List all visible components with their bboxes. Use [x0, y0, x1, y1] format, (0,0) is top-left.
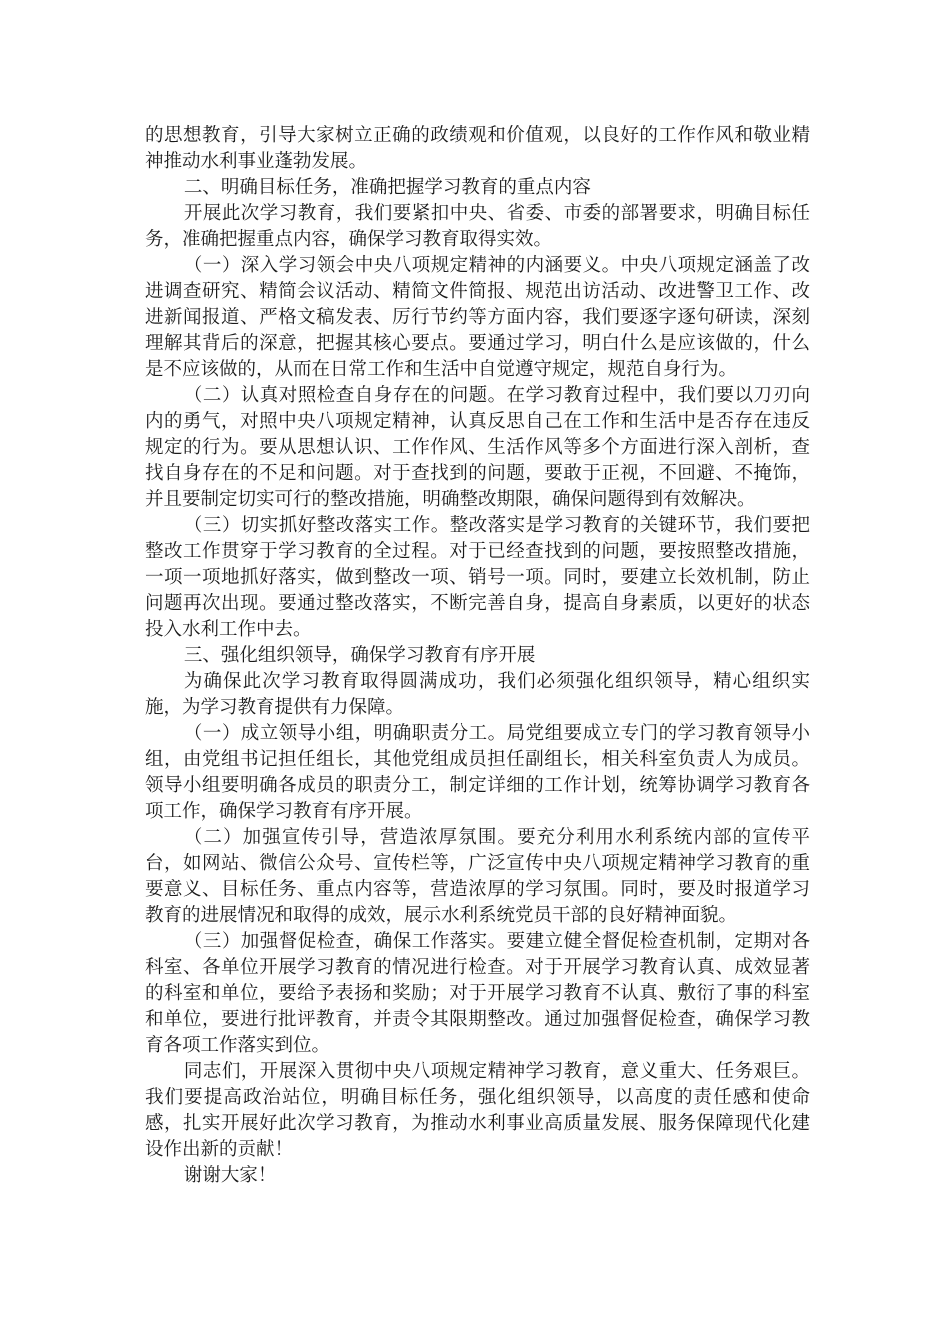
- section-heading-2: 二、明确目标任务，准确把握学习教育的重点内容: [183, 177, 591, 198]
- paragraph-section-2-item-2: （二）认真对照检查自身存在的问题。在学习教育过程中，我们要以刀刃向内的勇气，对照中央八项规定精神，认真反思自己在工作和生活中是否存在违反规定的行为。要从思想认识、工作作风、生活作风等多个方面进行深入剖析，查找自身存在的不足和问题。对于查找到的问题，要敢于正视，不回避、不掩饰，并且要制定切实可行的整改措施，明确整改期限，确保问题得到有效解决。: [145, 385, 810, 510]
- paragraph-continuation: 的思想教育，引导大家树立正确的政绩观和价值观，以良好的工作作风和敬业精神推动水利事业蓬勃发展。: [145, 125, 810, 172]
- paragraph-thanks: 谢谢大家！: [183, 1165, 277, 1186]
- paragraph-closing: 同志们，开展深入贯彻中央八项规定精神学习教育，意义重大、任务艰巨。我们要提高政治站位，明确目标任务，强化组织领导，以高度的责任感和使命感，扎实开展好此次学习教育，为推动水利事业高质量发展、服务保障现代化建设作出新的贡献！: [145, 1061, 810, 1160]
- paragraph-section-2-intro: 开展此次学习教育，我们要紧扣中央、省委、市委的部署要求，明确目标任务，准确把握重点内容，确保学习教育取得实效。: [145, 203, 810, 250]
- paragraph-section-3-item-3: （三）加强督促检查，确保工作落实。要建立健全督促检查机制，定期对各科室、各单位开展学习教育的情况进行检查。对于开展学习教育认真、成效显著的科室和单位，要给予表扬和奖励；对于开展学习教育不认真、敷衍了事的科室和单位，要进行批评教育，并责令其限期整改。通过加强督促检查，确保学习教育各项工作落实到位。: [145, 931, 810, 1056]
- paragraph-section-3-item-1: （一）成立领导小组，明确职责分工。局党组要成立专门的学习教育领导小组，由党组书记担任组长，其他党组成员担任副组长，相关科室负责人为成员。领导小组要明确各成员的职责分工，制定详细的工作计划，统筹协调学习教育各项工作，确保学习教育有序开展。: [145, 723, 810, 822]
- paragraph-section-3-item-2: （二）加强宣传引导，营造浓厚氛围。要充分利用水利系统内部的宣传平台，如网站、微信公众号、宣传栏等，广泛宣传中央八项规定精神学习教育的重要意义、目标任务、重点内容等，营造浓厚的学习氛围。同时，要及时报道学习教育的进展情况和取得的成效，展示水利系统党员干部的良好精神面貌。: [145, 827, 810, 926]
- document-body: [145, 123, 810, 1189]
- section-heading-3: 三、强化组织领导，确保学习教育有序开展: [183, 645, 536, 666]
- paragraph-section-3-intro: 为确保此次学习教育取得圆满成功，我们必须强化组织领导，精心组织实施，为学习教育提供有力保障。: [145, 671, 810, 718]
- paragraph-section-2-item-1: （一）深入学习领会中央八项规定精神的内涵要义。中央八项规定涵盖了改进调查研究、精简会议活动、精简文件简报、规范出访活动、改进警卫工作、改进新闻报道、严格文稿发表、厉行节约等方面内容，我们要逐字逐句研读，深刻理解其背后的深意，把握其核心要点。要通过学习，明白什么是应该做的，什么是不应该做的，从而在日常工作和生活中自觉遵守规定，规范自身行为。: [145, 255, 810, 380]
- paragraph-section-2-item-3: （三）切实抓好整改落实工作。整改落实是学习教育的关键环节，我们要把整改工作贯穿于学习教育的全过程。对于已经查找到的问题，要按照整改措施，一项一项地抓好落实，做到整改一项、销号一项。同时，要建立长效机制，防止问题再次出现。要通过整改落实，不断完善自身，提高自身素质，以更好的状态投入水利工作中去。: [145, 515, 810, 640]
